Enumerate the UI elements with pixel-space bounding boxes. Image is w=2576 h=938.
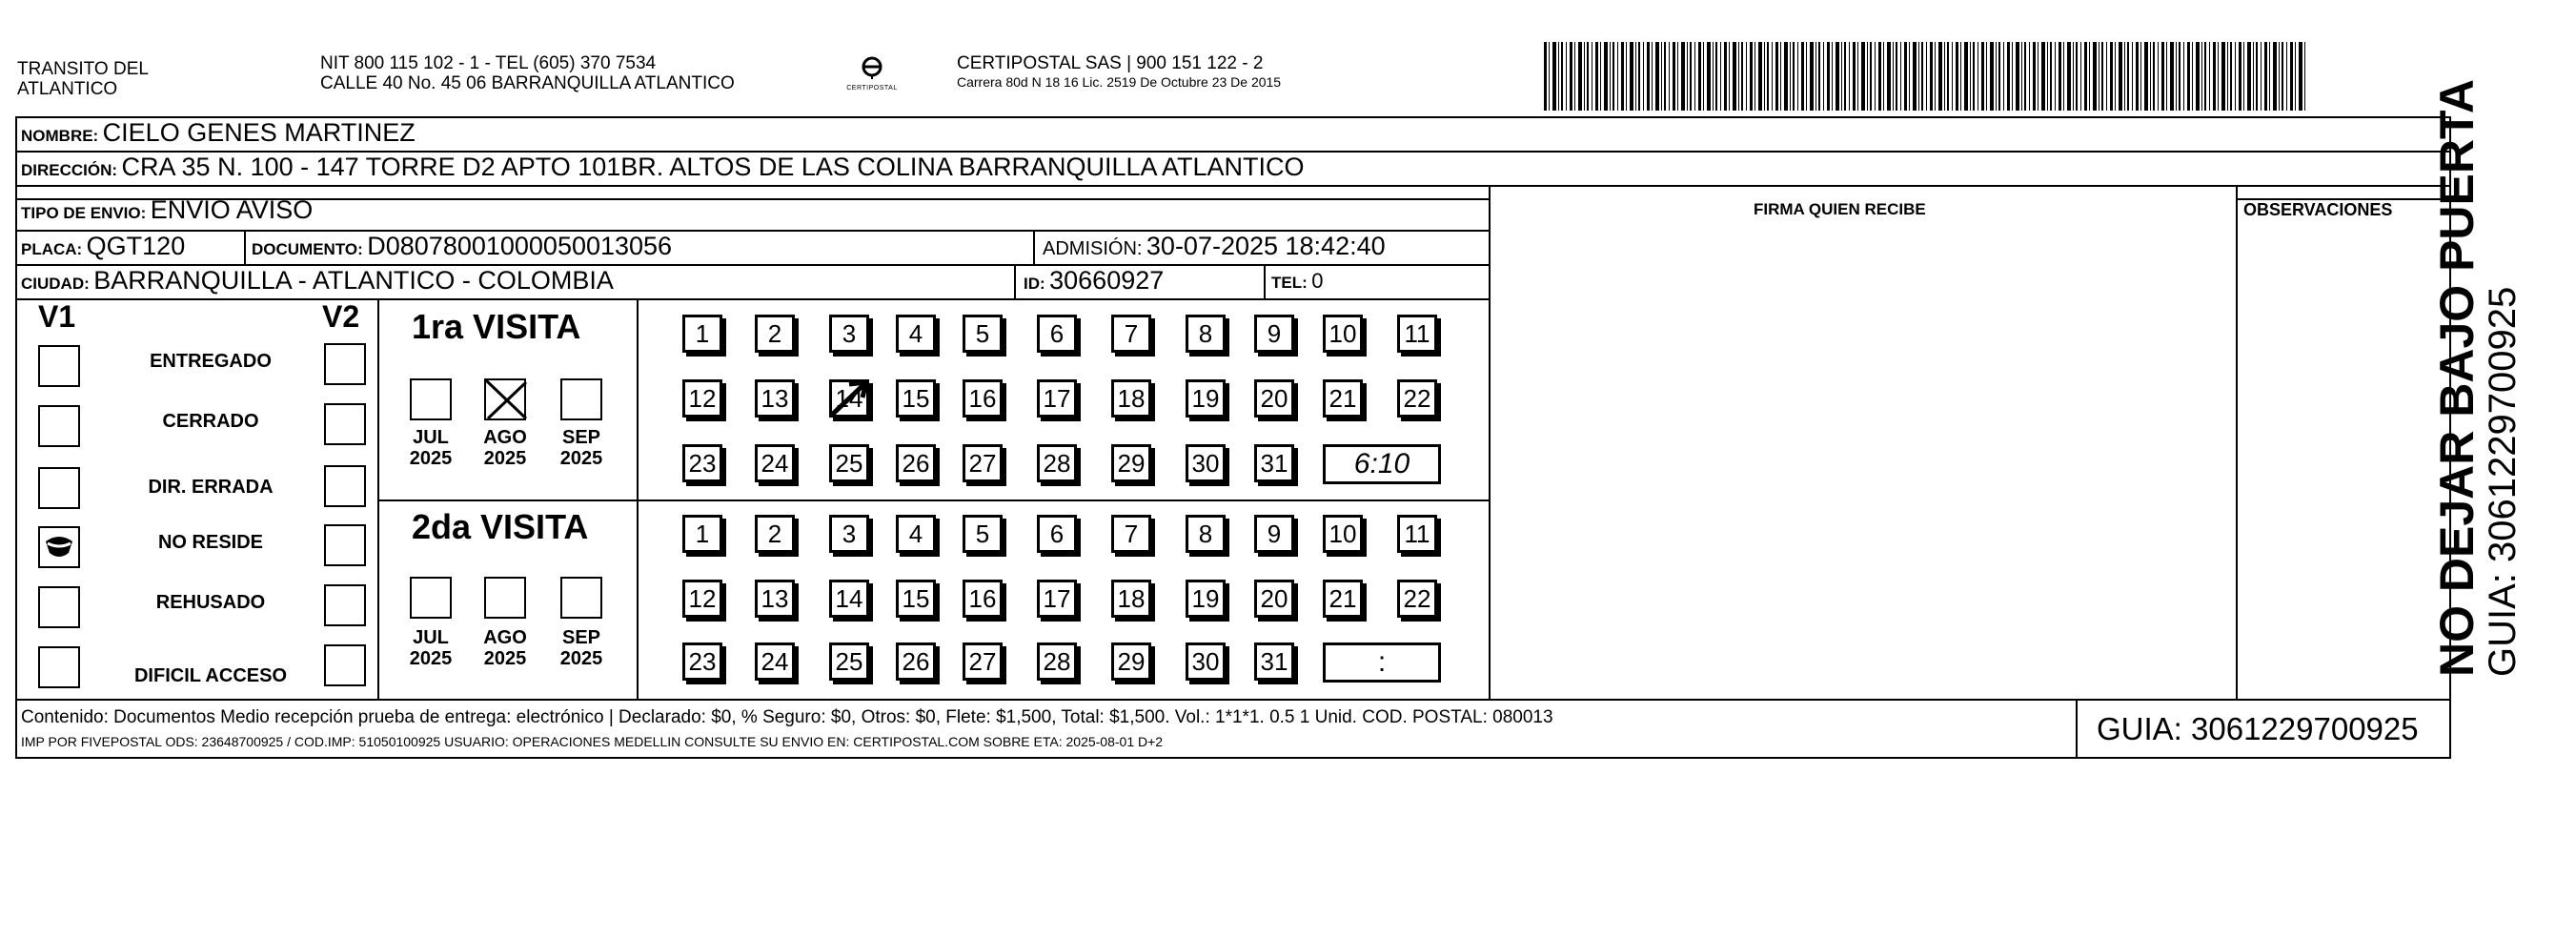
day-number: 9 [1267, 519, 1282, 548]
second-visit-day-box[interactable] [1111, 580, 1151, 618]
day-number: 18 [1117, 583, 1146, 613]
second-visit-day-box[interactable] [755, 580, 795, 618]
second-visit-day-box[interactable] [1397, 515, 1437, 553]
v2-checkbox[interactable] [324, 644, 366, 686]
first-visit-day-box[interactable] [1037, 315, 1077, 353]
first-visit-day-box[interactable] [1037, 379, 1077, 418]
first-visit-day-box[interactable] [829, 315, 869, 353]
side-vertical-text [2432, 79, 2524, 677]
first-visit-day-box[interactable] [1254, 315, 1294, 353]
day-number: 1 [695, 318, 710, 348]
day-number: 16 [968, 583, 997, 613]
day-number: 20 [1260, 383, 1288, 413]
first-visit-day-box[interactable] [1186, 315, 1226, 353]
day-number: 19 [1191, 583, 1220, 613]
day-number: 6 [1049, 318, 1065, 348]
first-visit-day-box[interactable] [1254, 379, 1294, 418]
day-number: 15 [902, 383, 930, 413]
day-number: 9 [1267, 318, 1282, 348]
second-visit-month-label [553, 627, 610, 669]
day-number: 27 [968, 646, 997, 676]
second-visit-day-box[interactable] [1186, 515, 1226, 553]
day-number: 13 [761, 383, 789, 413]
first-visit-day-box[interactable] [682, 315, 722, 353]
first-visit-day-box[interactable] [755, 379, 795, 418]
v2-checkbox[interactable] [324, 524, 366, 566]
nombre-value: CIELO GENES MARTINEZ [102, 118, 416, 147]
day-number: 4 [908, 519, 923, 548]
first-visit-day-box[interactable] [896, 315, 936, 353]
day-number: 3 [842, 318, 857, 348]
nit-line: NIT 800 115 102 - 1 - TEL (605) 370 7534 [320, 53, 657, 73]
day-number: 10 [1329, 318, 1357, 348]
second-visit-day-box[interactable] [682, 515, 722, 553]
filled-mark-icon [40, 528, 78, 566]
first-visit-day-box[interactable] [682, 444, 722, 482]
day-number: 20 [1260, 583, 1288, 613]
day-number: 8 [1198, 519, 1213, 548]
second-visit-day-box[interactable] [896, 580, 936, 618]
second-visit-day-box[interactable] [963, 642, 1003, 681]
first-visit-label: 1ra VISITA [412, 307, 581, 346]
first-visit-day-box[interactable] [1397, 379, 1437, 418]
day-number: 26 [902, 448, 930, 478]
day-number: 5 [975, 318, 990, 348]
day-number: 21 [1329, 383, 1357, 413]
status-option-label: ENTREGADO [150, 351, 272, 372]
first-visit-day-box[interactable] [1397, 315, 1437, 353]
day-number: 23 [688, 646, 717, 676]
second-visit-day-box[interactable] [755, 642, 795, 681]
v1-checkbox[interactable] [38, 405, 80, 447]
documento-value: D08078001000050013056 [367, 232, 673, 260]
second-visit-day-box[interactable] [1323, 515, 1363, 553]
first-visit-day-box[interactable] [1111, 315, 1151, 353]
day-number: 14 [835, 583, 863, 613]
month-name: JUL [413, 627, 449, 648]
admision-value: 30-07-2025 18:42:40 [1146, 232, 1386, 260]
month-year: 2025 [559, 648, 603, 669]
direccion-label: DIRECCIÓN: [21, 161, 118, 179]
second-visit-day-box[interactable] [1254, 642, 1294, 681]
second-visit-day-box[interactable] [1111, 642, 1151, 681]
second-visit-month-label [402, 627, 459, 669]
v1-checkbox[interactable] [38, 345, 80, 387]
second-visit-day-box[interactable] [1397, 580, 1437, 618]
first-visit-month-label [477, 427, 534, 469]
day-number: 28 [1043, 646, 1071, 676]
status-option-label: DIR. ERRADA [148, 477, 274, 498]
issuer-name [17, 59, 149, 99]
month-year: 2025 [409, 448, 453, 469]
day-number: 22 [1403, 583, 1431, 613]
ciudad-label: CIUDAD: [21, 275, 90, 293]
first-visit-day-box[interactable] [1254, 444, 1294, 482]
day-number: 13 [761, 583, 789, 613]
first-visit-month-box[interactable] [560, 378, 602, 420]
second-visit-day-box[interactable] [896, 515, 936, 553]
first-visit-month-box[interactable] [410, 378, 452, 420]
id-cell [1024, 266, 1164, 299]
footer-content-line: Contenido: Documentos Medio recepción prueba de entrega: electrónico | Declarado: $0, % Seguro: $0, Otros: $0, Flete: $1,500, Total: $1,500. Vol.: 1*1*1. 0.5 1 Unid. COD. POSTAL: 080013 [21, 707, 1553, 727]
first-visit-day-box[interactable] [1186, 379, 1226, 418]
placa-cell [21, 232, 185, 265]
first-visit-month-label [553, 427, 610, 469]
first-visit-day-box[interactable] [1323, 315, 1363, 353]
day-number: 7 [1124, 519, 1139, 548]
second-visit-day-box[interactable] [963, 515, 1003, 553]
day-number: 17 [1043, 383, 1071, 413]
company-line: CERTIPOSTAL SAS | 900 151 122 - 2 [957, 53, 1264, 73]
nombre-label: NOMBRE: [21, 127, 99, 145]
day-number: 12 [688, 383, 717, 413]
day-number: 7 [1124, 318, 1139, 348]
day-number: 31 [1260, 448, 1288, 478]
barcode [1544, 42, 2306, 111]
first-visit-day-box[interactable] [896, 379, 936, 418]
day-number: 24 [761, 646, 789, 676]
second-visit-day-box[interactable] [1037, 580, 1077, 618]
tel-value: 0 [1311, 269, 1324, 293]
status-option-label: NO RESIDE [157, 532, 264, 553]
second-visit-label: 2da VISITA [412, 507, 589, 546]
second-visit-day-box[interactable] [1111, 515, 1151, 553]
v1-checkbox[interactable] [38, 467, 80, 509]
tel-cell [1271, 266, 1323, 298]
first-visit-day-box[interactable] [1111, 379, 1151, 418]
admision-cell [1043, 232, 1386, 265]
v1-checkbox[interactable] [38, 586, 80, 628]
logo-text: CERTIPOSTAL [846, 85, 898, 92]
day-number: 21 [1329, 583, 1357, 613]
tipo-envio-value: ENVIO AVISO [150, 195, 314, 224]
footer-guia: GUIA: 3061229700925 [2097, 711, 2419, 746]
no-dejar-bajo-puerta: NO DEJAR BAJO PUERTA [2430, 79, 2484, 677]
second-visit-day-box[interactable] [1037, 642, 1077, 681]
placa-value: QGT120 [86, 232, 186, 260]
month-name: AGO [483, 427, 527, 448]
second-visit-day-box[interactable] [829, 642, 869, 681]
v2-checkbox[interactable] [324, 465, 366, 507]
month-year: 2025 [483, 448, 527, 469]
day-number: 30 [1191, 448, 1220, 478]
issuer-contact [320, 53, 735, 93]
logo-mark-icon [856, 55, 888, 80]
day-number: 14 [835, 383, 863, 413]
day-number: 4 [908, 318, 923, 348]
second-visit-day-box[interactable] [829, 515, 869, 553]
day-number: 17 [1043, 583, 1071, 613]
first-visit-day-box[interactable] [1323, 379, 1363, 418]
status-option-label: CERRADO [162, 411, 259, 432]
tipo-envio-row [21, 195, 313, 229]
status-option-label: REHUSADO [155, 592, 266, 613]
day-number: 2 [767, 519, 782, 548]
day-number: 3 [842, 519, 857, 548]
issuer-line1: TRANSITO DEL [17, 59, 149, 79]
day-number: 5 [975, 519, 990, 548]
license-line: Carrera 80d N 18 16 Lic. 2519 De Octubre 23 De 2015 [957, 74, 1282, 90]
tipo-envio-label: TIPO DE ENVIO: [21, 204, 147, 222]
month-name: JUL [413, 427, 449, 448]
month-name: SEP [561, 427, 601, 448]
x-mark-icon [478, 373, 536, 426]
v1-checkbox[interactable] [38, 526, 80, 568]
day-number: 22 [1403, 383, 1431, 413]
day-number: 18 [1117, 383, 1146, 413]
day-number: 6 [1049, 519, 1065, 548]
day-number: 31 [1260, 646, 1288, 676]
second-visit-month-box[interactable] [560, 577, 602, 619]
ciudad-value: BARRANQUILLA - ATLANTICO - COLOMBIA [93, 266, 614, 295]
second-visit-day-box[interactable] [963, 580, 1003, 618]
month-name: SEP [561, 627, 601, 648]
day-number: 27 [968, 448, 997, 478]
first-visit-day-box[interactable] [963, 444, 1003, 482]
day-number: 8 [1198, 318, 1213, 348]
v2-checkbox[interactable] [324, 584, 366, 626]
day-number: 16 [968, 383, 997, 413]
day-number: 11 [1404, 519, 1430, 548]
v1-label: V1 [38, 299, 76, 334]
first-visit-day-box[interactable] [829, 444, 869, 482]
first-visit-day-box[interactable] [896, 444, 936, 482]
footer-imp-line: IMP POR FIVEPOSTAL ODS: 23648700925 / COD.IMP: 51050100925 USUARIO: OPERACIONES MEDELLIN CONSULTE SU ENVIO EN: CERTIPOSTAL.COM SOBRE ETA: 2025-08-01 D+2 [21, 734, 1164, 749]
documento-cell [252, 232, 672, 265]
first-visit-day-box[interactable] [1037, 444, 1077, 482]
day-number: 25 [835, 448, 863, 478]
id-value: 30660927 [1049, 266, 1165, 295]
documento-label: DOCUMENTO: [252, 240, 363, 258]
month-year: 2025 [409, 648, 453, 669]
first-visit-day-box[interactable] [963, 315, 1003, 353]
admision-label: ADMISIÓN: [1043, 238, 1143, 259]
id-label: ID: [1024, 275, 1045, 293]
day-number: 1 [695, 519, 710, 548]
second-visit-day-box[interactable] [829, 580, 869, 618]
day-number: 2 [767, 318, 782, 348]
observaciones-label: OBSERVACIONES [2243, 200, 2393, 219]
status-option-label: DIFICIL ACCESO [133, 665, 287, 686]
second-visit-month-box[interactable] [484, 577, 526, 619]
second-visit-day-box[interactable] [1037, 515, 1077, 553]
hand-check-icon [826, 377, 874, 422]
day-number: 12 [688, 583, 717, 613]
certipostal-logo [839, 55, 905, 92]
day-number: 29 [1117, 448, 1146, 478]
second-visit-day-box[interactable] [1186, 580, 1226, 618]
second-visit-day-box[interactable] [896, 642, 936, 681]
v2-checkbox[interactable] [324, 343, 366, 385]
second-visit-day-box[interactable] [1186, 642, 1226, 681]
company-info [957, 53, 1281, 91]
first-visit-day-box[interactable] [1186, 444, 1226, 482]
day-number: 26 [902, 646, 930, 676]
first-visit-day-box[interactable] [755, 315, 795, 353]
second-visit-day-box[interactable] [1323, 580, 1363, 618]
month-year: 2025 [483, 648, 527, 669]
tel-label: TEL: [1271, 274, 1308, 292]
first-visit-day-box[interactable] [682, 379, 722, 418]
second-visit-day-box[interactable] [682, 580, 722, 618]
first-visit-day-box[interactable] [829, 379, 869, 418]
month-year: 2025 [559, 448, 603, 469]
first-visit-month-box[interactable] [484, 378, 526, 420]
firma-quien-recibe-label: FIRMA QUIEN RECIBE [1754, 200, 1926, 218]
day-number: 29 [1117, 646, 1146, 676]
day-number: 24 [761, 448, 789, 478]
second-visit-month-label [477, 627, 534, 669]
ciudad-cell [21, 266, 614, 299]
second-visit-month-box[interactable] [410, 577, 452, 619]
day-number: 30 [1191, 646, 1220, 676]
second-visit-day-box[interactable] [682, 642, 722, 681]
v2-label: V2 [322, 299, 360, 334]
placa-label: PLACA: [21, 240, 83, 258]
day-number: 11 [1404, 318, 1430, 348]
second-visit-day-box[interactable] [755, 515, 795, 553]
second-visit-day-box[interactable] [1254, 580, 1294, 618]
day-number: 23 [688, 448, 717, 478]
first-visit-day-box[interactable] [963, 379, 1003, 418]
direccion-row [21, 153, 1305, 186]
address-line: CALLE 40 No. 45 06 BARRANQUILLA ATLANTICO [320, 73, 735, 93]
day-number: 10 [1329, 519, 1357, 548]
first-visit-day-box[interactable] [1111, 444, 1151, 482]
day-number: 19 [1191, 383, 1220, 413]
v2-checkbox[interactable] [324, 403, 366, 445]
first-visit-day-box[interactable] [755, 444, 795, 482]
second-visit-time-box[interactable]: : [1323, 642, 1441, 683]
day-number: 15 [902, 583, 930, 613]
second-visit-day-box[interactable] [1254, 515, 1294, 553]
month-name: AGO [483, 627, 527, 648]
day-number: 25 [835, 646, 863, 676]
issuer-line2: ATLANTICO [17, 79, 118, 99]
direccion-value: CRA 35 N. 100 - 147 TORRE D2 APTO 101BR. ALTOS DE LAS COLINA BARRANQUILLA ATLANTICO [121, 153, 1305, 181]
nombre-row [21, 118, 416, 152]
first-visit-month-label [402, 427, 459, 469]
day-number: 28 [1043, 448, 1071, 478]
side-guia: GUIA: 3061229700925 [2482, 286, 2524, 677]
v1-checkbox[interactable] [38, 646, 80, 688]
first-visit-time-box[interactable]: 6:10 [1323, 444, 1441, 484]
